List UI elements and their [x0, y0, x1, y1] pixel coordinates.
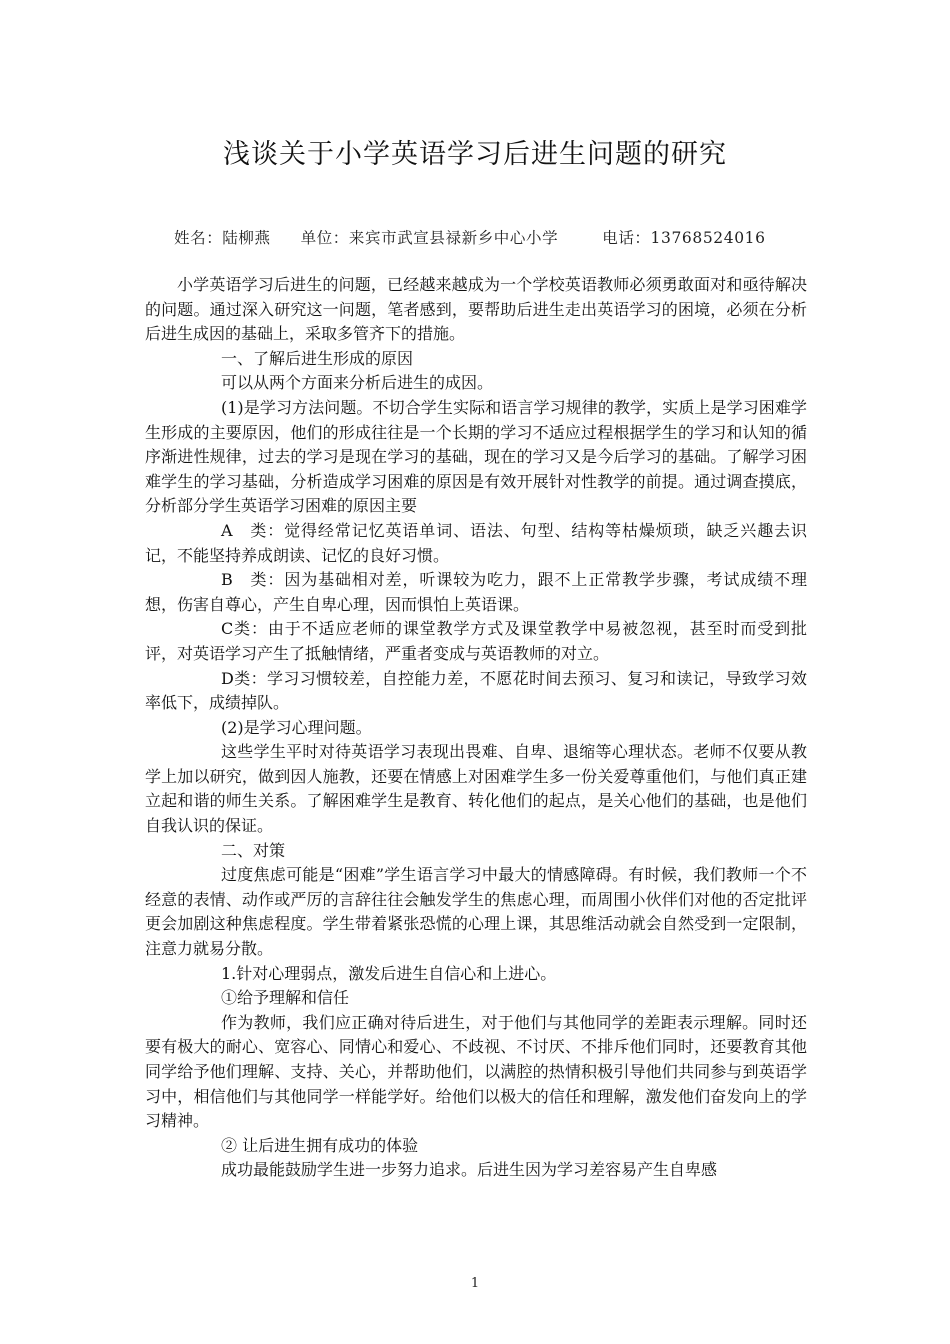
- paragraph: D类：学习习惯较差，自控能力差，不愿花时间去预习、复习和读记，导致学习效率低下，成绩掉队。: [145, 668, 807, 713]
- subsection-heading: ①给予理解和信任: [221, 988, 350, 1008]
- document-title: 浅谈关于小学英语学习后进生问题的研究: [223, 139, 727, 170]
- paragraph: (2)是学习心理问题。: [221, 717, 372, 737]
- author-info: [174, 226, 814, 248]
- paragraph: B 类：因为基础相对差，听课较为吃力，跟不上正常教学步骤，考试成绩不理想，伤害自尊心，产生自卑心理，因而惧怕上英语课。: [145, 570, 807, 614]
- page-number: 1: [470, 1276, 480, 1291]
- author-name: 姓名：陆柳燕: [174, 229, 271, 247]
- paragraph: 过度焦虑可能是“困难”学生语言学习中最大的情感障碍。有时候，我们教师一个不经意的表情、动作或严厉的言辞往往会触发学生的焦虑心理，而周围小伙伴们对他的否定批评更会加剧这种焦虑程度。学生带着紧张恐慌的心理上课，其思维活动就会自然受到一定限制，注意力就易分散。: [145, 865, 807, 959]
- paragraph: 可以从两个方面来分析后进生的成因。: [221, 373, 494, 393]
- paragraph: C类：由于不适应老师的课堂教学方式及课堂教学中易被忽视，甚至时而受到批评，对英语学习产生了抵触情绪，严重者变成与英语教师的对立。: [145, 619, 807, 663]
- paragraph: 作为教师，我们应正确对待后进生，对于他们与其他同学的差距表示理解。同时还要有极大的耐心、宽容心、同情心和爱心、不歧视、不讨厌、不排斥他们同时，还要教育其他同学给予他们理解、支持、关心，并帮助他们，以满腔的热情积极引导他们共同参与到英语学习中，相信他们与其他同学一样能学好。给他们以极大的信任和理解，激发他们奋发向上的学习精神。: [145, 1012, 807, 1131]
- section-heading: 二、对策: [221, 840, 286, 860]
- paragraph: A 类：觉得经常记忆英语单词、语法、句型、结构等枯燥烦琐，缺乏兴趣去识记，不能坚持养成朗读、记忆的良好习惯。: [145, 520, 807, 565]
- paragraph: 这些学生平时对待英语学习表现出畏难、自卑、退缩等心理状态。老师不仅要从教学上加以研究，做到因人施教，还要在情感上对困难学生多一份关爱尊重他们，与他们真正建立起和谐的师生关系。了解困难学生是教育、转化他们的起点，是关心他们的基础，也是他们自我认识的保证。: [145, 742, 807, 836]
- subsection-heading: 1.针对心理弱点，激发后进生自信心和上进心。: [221, 963, 557, 983]
- author-unit: 单位：来宾市武宣县禄新乡中心小学: [300, 229, 559, 247]
- paragraph: 成功最能鼓励学生进一步努力追求。后进生因为学习差容易产生自卑感: [221, 1160, 718, 1180]
- section-heading: 一、了解后进生形成的原因: [221, 348, 414, 368]
- paragraph: (1)是学习方法问题。不切合学生实际和语言学习规律的教学，实质上是学习困难学生形成的主要原因，他们的形成往往是一个长期的学习不适应过程根据学生的学习和认知的循序渐进性规律，过去的学习是现在学习的基础，现在的学习又是今后学习的基础。了解学习困难学生的学习基础，分析造成学习困难的原因是有效开展针对性教学的前提。通过调查摸底，分析部分学生英语学习困难的原因主要: [145, 397, 807, 516]
- document-body: [145, 273, 807, 1183]
- paragraph: 小学英语学习后进生的问题，已经越来越成为一个学校英语教师必须勇敢面对和亟待解决的问题。通过深入研究这一问题，笔者感到，要帮助后进生走出英语学习的困境，必须在分析后进生成因的基础上，采取多管齐下的措施。: [145, 275, 807, 344]
- subsection-heading: ② 让后进生拥有成功的体验: [221, 1135, 419, 1155]
- author-phone: 电话：13768524016: [602, 229, 766, 247]
